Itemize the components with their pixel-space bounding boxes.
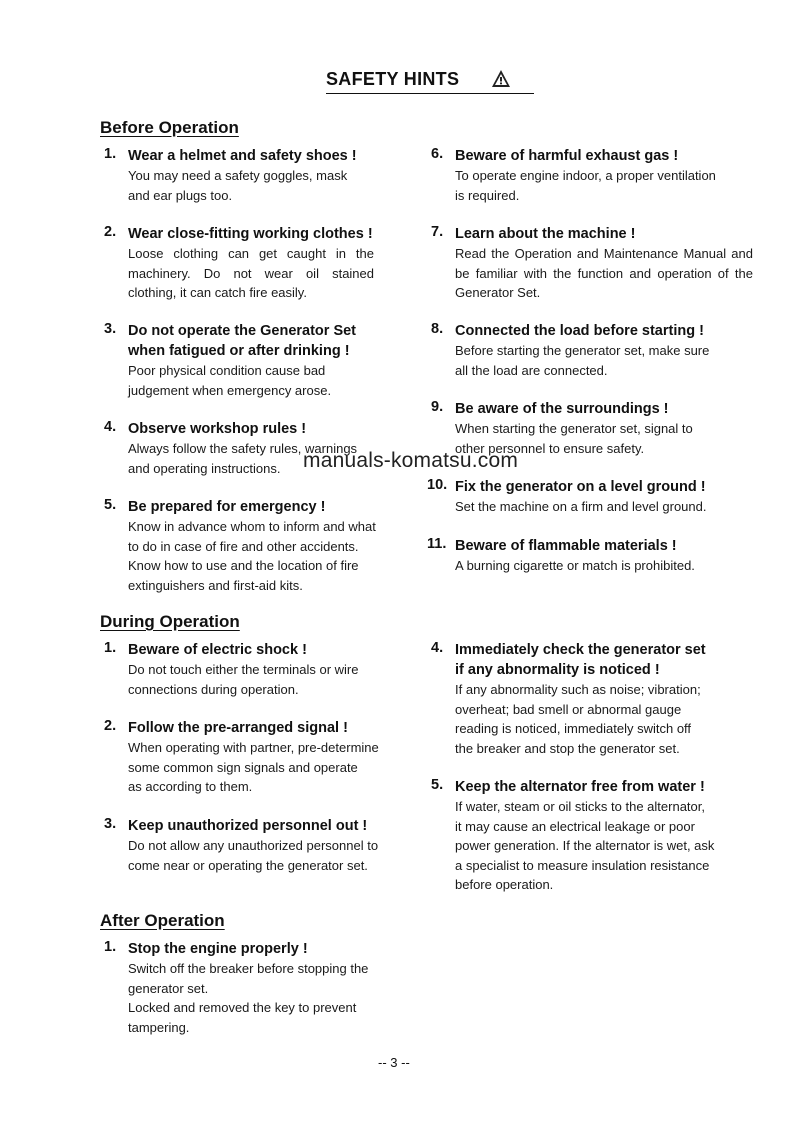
item-number: 9. bbox=[431, 399, 444, 415]
item-title: Beware of electric shock ! bbox=[128, 642, 307, 658]
item-title: Fix the generator on a level ground ! bbox=[455, 479, 706, 495]
item-title: Observe workshop rules ! bbox=[128, 421, 307, 437]
page-title-text: SAFETY HINTS bbox=[326, 69, 460, 89]
item-number: 7. bbox=[431, 224, 444, 240]
item-body: Before starting the generator set, make sure all the load are connected. bbox=[455, 343, 710, 378]
item-number: 4. bbox=[104, 419, 117, 435]
item-body: Set the machine on a firm and level ground. bbox=[455, 499, 707, 514]
list-item bbox=[104, 816, 404, 875]
item-body: Switch off the breaker before stopping the generator set. Locked and removed the key to prevent tampering. bbox=[128, 961, 369, 1035]
item-body: When starting the generator set, signal to other personnel to ensure safety. bbox=[455, 421, 693, 456]
item-title: Stop the engine properly ! bbox=[128, 941, 308, 957]
page-title bbox=[326, 69, 534, 94]
item-number: 10. bbox=[427, 477, 448, 493]
list-item bbox=[104, 497, 404, 595]
item-title: Keep the alternator free from water ! bbox=[455, 779, 705, 795]
section-heading-before-operation: Before Operation bbox=[100, 118, 239, 137]
list-item bbox=[104, 939, 404, 1037]
list-item bbox=[104, 321, 404, 400]
item-title: Be prepared for emergency ! bbox=[128, 499, 326, 515]
item-number: 2. bbox=[104, 718, 117, 734]
item-title: Wear close-fitting working clothes ! bbox=[128, 226, 373, 242]
item-title: Keep unauthorized personnel out ! bbox=[128, 818, 368, 834]
item-body: When operating with partner, pre-determine some common sign signals and operate as according to them. bbox=[128, 740, 379, 794]
warning-icon bbox=[491, 69, 511, 88]
item-body: Loose clothing can get caught in the machinery. Do not wear oil stained clothing, it can catch fire easily. bbox=[128, 246, 374, 300]
list-item bbox=[431, 640, 731, 758]
item-body: To operate engine indoor, a proper ventilation is required. bbox=[455, 168, 716, 203]
item-body: Know in advance whom to inform and what to do in case of fire and other accidents. Know how to use and the location of fire extinguishers and first-aid kits. bbox=[128, 519, 376, 593]
item-body: Do not allow any unauthorized personnel to come near or operating the generator set. bbox=[128, 838, 379, 873]
item-body: If water, steam or oil sticks to the alternator, it may cause an electrical leakage or poor power generation. If the alternator is wet, ask a specialist to measure insulation resistance before operation. bbox=[455, 799, 715, 892]
list-item bbox=[104, 146, 404, 205]
list-item bbox=[427, 477, 731, 517]
list-item bbox=[431, 777, 731, 895]
item-title: Beware of flammable materials ! bbox=[455, 538, 677, 554]
item-title: Immediately check the generator set if any abnormality is noticed ! bbox=[455, 642, 706, 678]
item-number: 8. bbox=[431, 321, 444, 337]
page-number: -- 3 -- bbox=[378, 1055, 410, 1070]
section-heading-during-operation: During Operation bbox=[100, 612, 240, 631]
list-item bbox=[104, 718, 404, 797]
item-title: Connected the load before starting ! bbox=[455, 323, 704, 339]
item-number: 1. bbox=[104, 146, 117, 162]
item-number: 1. bbox=[104, 939, 117, 955]
item-title: Beware of harmful exhaust gas ! bbox=[455, 148, 679, 164]
item-body: Always follow the safety rules, warnings and operating instructions. bbox=[128, 441, 358, 476]
item-number: 3. bbox=[104, 321, 117, 337]
item-body: Poor physical condition cause bad judgement when emergency arose. bbox=[128, 363, 332, 398]
item-number: 3. bbox=[104, 816, 117, 832]
list-item bbox=[104, 640, 404, 699]
item-title: Be aware of the surroundings ! bbox=[455, 401, 669, 417]
item-body: Do not touch either the terminals or wire connections during operation. bbox=[128, 662, 359, 697]
item-number: 5. bbox=[431, 777, 444, 793]
item-number: 1. bbox=[104, 640, 117, 656]
list-item bbox=[431, 146, 731, 205]
item-number: 5. bbox=[104, 497, 117, 513]
item-title: Follow the pre-arranged signal ! bbox=[128, 720, 348, 736]
list-item bbox=[427, 536, 731, 576]
list-item bbox=[431, 224, 753, 303]
item-body: A burning cigarette or match is prohibited. bbox=[455, 558, 695, 573]
list-item bbox=[431, 321, 731, 380]
item-body: If any abnormality such as noise; vibration; overheat; bad smell or abnormal gauge reading is noticed, immediately switch off the breaker and stop the generator set. bbox=[455, 682, 701, 756]
item-title: Learn about the machine ! bbox=[455, 226, 636, 242]
section-heading-after-operation: After Operation bbox=[100, 911, 225, 930]
list-item bbox=[104, 224, 404, 303]
item-number: 11. bbox=[427, 536, 447, 552]
item-title: Wear a helmet and safety shoes ! bbox=[128, 148, 357, 164]
item-title: Do not operate the Generator Set when fatigued or after drinking ! bbox=[128, 323, 357, 359]
item-number: 4. bbox=[431, 640, 444, 656]
item-body: Read the Operation and Maintenance Manual and be familiar with the function and operation of the Generator Set. bbox=[455, 246, 753, 300]
item-number: 2. bbox=[104, 224, 117, 240]
watermark: manuals-komatsu.com bbox=[303, 449, 519, 472]
item-number: 6. bbox=[431, 146, 444, 162]
item-body: You may need a safety goggles, mask and ear plugs too. bbox=[128, 168, 348, 203]
